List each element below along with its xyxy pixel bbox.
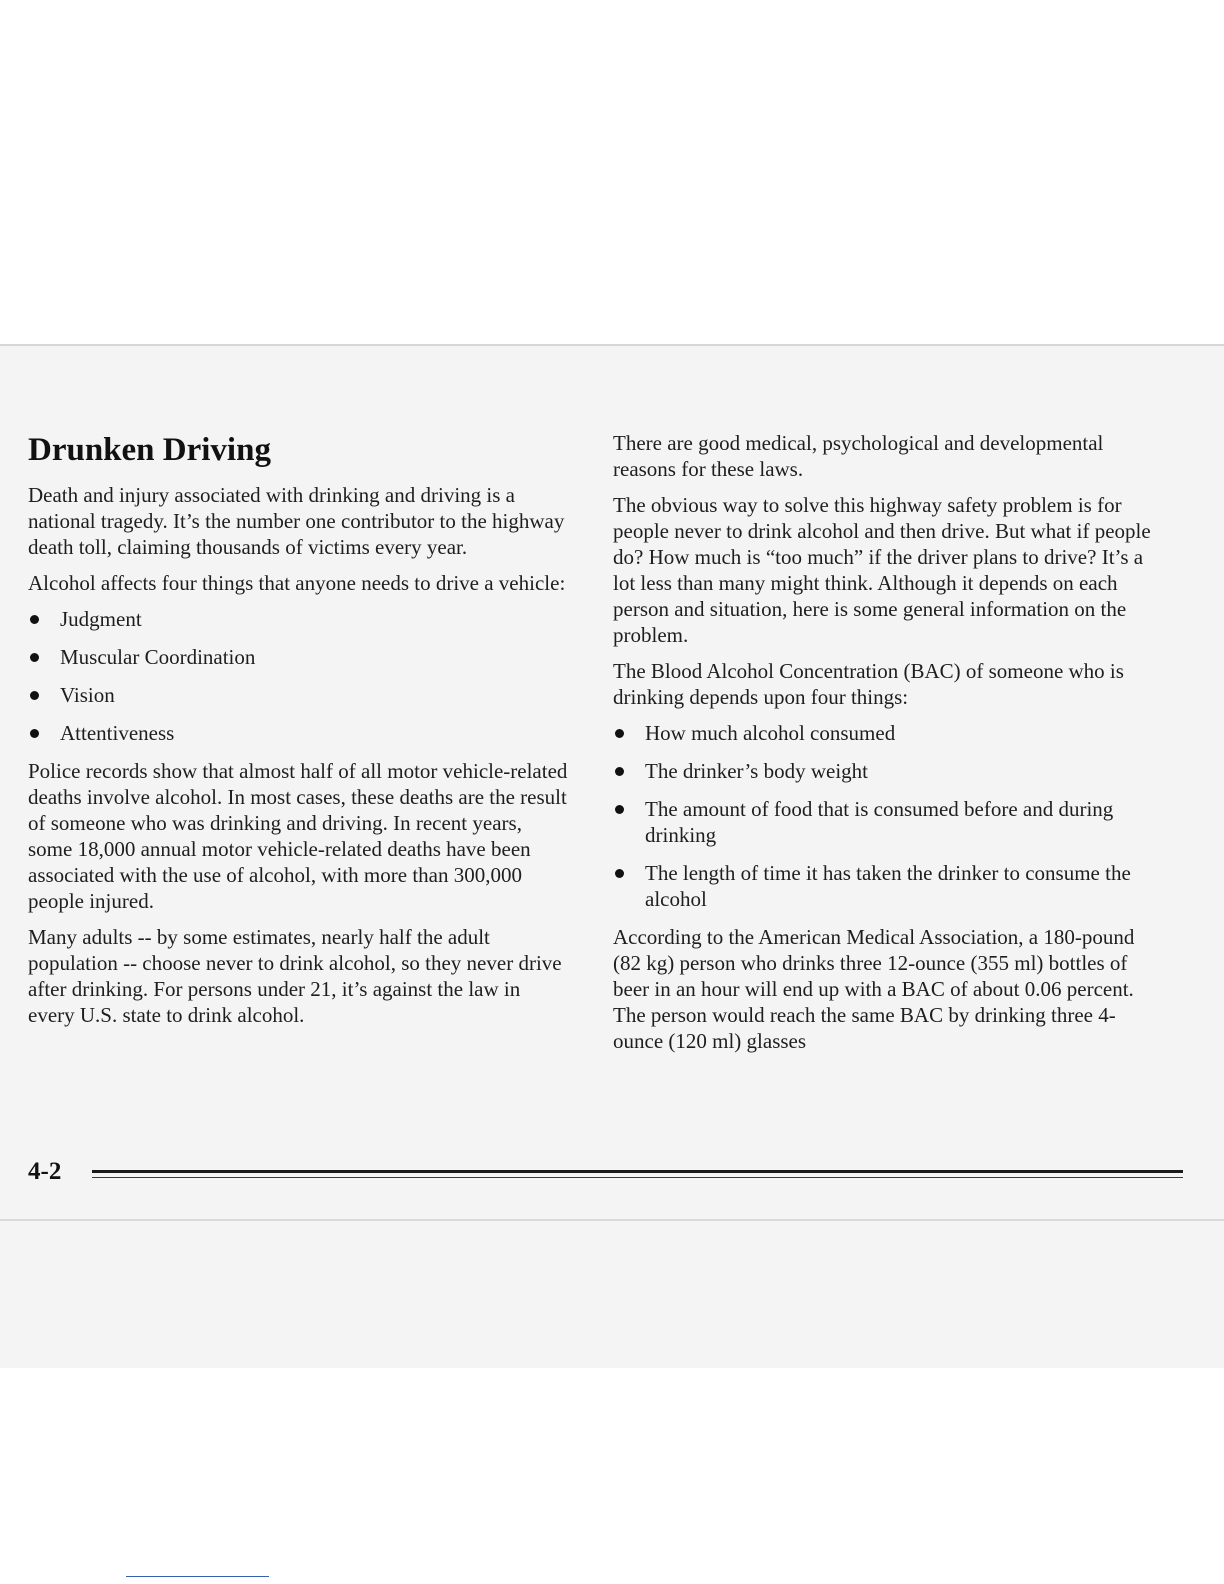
- reasons-paragraph: There are good medical, psychological and developmental reasons for these laws.: [613, 431, 1104, 481]
- bullet-icon: [30, 691, 39, 700]
- bac-intro-paragraph: The Blood Alcohol Concentration (BAC) of someone who is drinking depends upon four things:: [613, 659, 1124, 709]
- list-item: [28, 644, 568, 670]
- police-records-paragraph: Police records show that almost half of all motor vehicle-related deaths involve alcohol. In most cases, these deaths are the result of someone who was drinking and driving. In recent years, some 18,000 annual motor vehicle-related deaths have been associated with the use of alcohol, with more than 300,000 people injured.: [28, 759, 568, 913]
- list-item-text: The amount of food that is consumed before and during drinking: [645, 797, 1114, 847]
- list-item-text: The length of time it has taken the drinker to consume the alcohol: [645, 861, 1131, 911]
- list-item-text: Vision: [60, 683, 115, 707]
- bac-factors-list: [613, 720, 1153, 912]
- section-title: Drunken Driving: [28, 432, 271, 468]
- list-item-text: Judgment: [60, 607, 142, 631]
- list-item: [613, 758, 1153, 784]
- list-item-text: The drinker’s body weight: [645, 759, 868, 783]
- right-column: [613, 424, 1153, 1064]
- ama-paragraph: According to the American Medical Association, a 180-pound (82 kg) person who drinks three 12-ounce (355 ml) bottles of beer in an hour will end up with a BAC of about 0.06 percent. The person would reach the same BAC by drinking three 4-ounce (120 ml) glasses: [613, 925, 1135, 1053]
- list-item: [613, 860, 1153, 912]
- list-item: [613, 796, 1153, 848]
- page-number: 4-2: [28, 1158, 62, 1185]
- list-item-text: Muscular Coordination: [60, 645, 256, 669]
- footer-rule-thin: [92, 1177, 1183, 1178]
- page-footer: [28, 1156, 1155, 1192]
- affects-list: [28, 606, 568, 746]
- list-item: [613, 720, 1153, 746]
- stray-underline: [126, 1576, 269, 1577]
- bullet-icon: [30, 615, 39, 624]
- list-item-text: Attentiveness: [60, 721, 175, 745]
- affects-intro-paragraph: Alcohol affects four things that anyone needs to drive a vehicle:: [28, 571, 566, 595]
- page-bottom-edge: [0, 1219, 1224, 1221]
- list-item: [28, 606, 568, 632]
- page-top-edge: [0, 344, 1224, 346]
- many-adults-paragraph: Many adults -- by some estimates, nearly half the adult population -- choose never to drink alcohol, so they never drive after drinking. For persons under 21, it’s against the law in every U.S. state to drink alcohol.: [28, 925, 562, 1027]
- list-item: [28, 720, 568, 746]
- bullet-icon: [30, 729, 39, 738]
- bullet-icon: [615, 767, 624, 776]
- bullet-icon: [615, 805, 624, 814]
- list-item: [28, 682, 568, 708]
- left-column: [28, 424, 568, 1038]
- list-item-text: How much alcohol consumed: [645, 721, 896, 745]
- footer-rule: [92, 1170, 1183, 1173]
- intro-paragraph: Death and injury associated with drinking and driving is a national tragedy. It’s the number one contributor to the highway death toll, claiming thousands of victims every year.: [28, 483, 565, 559]
- bullet-icon: [615, 729, 624, 738]
- bullet-icon: [30, 653, 39, 662]
- obvious-way-paragraph: The obvious way to solve this highway safety problem is for people never to drink alcohol and then drive. But what if people do? How much is “too much” if the driver plans to drive? It’s a lot less than many might think. Although it depends on each person and situation, here is some general information on the problem.: [613, 493, 1151, 647]
- bullet-icon: [615, 869, 624, 878]
